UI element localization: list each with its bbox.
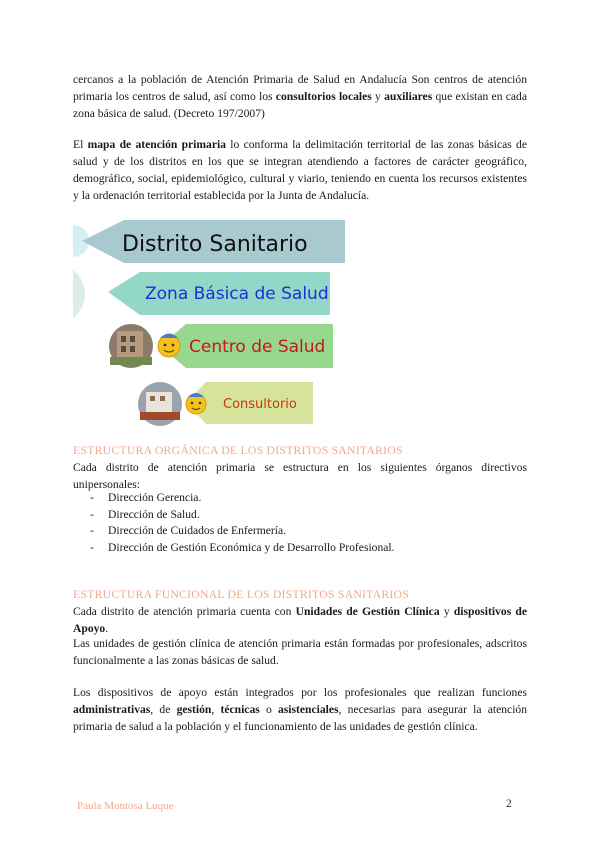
funcional-p3-sep: , bbox=[211, 703, 221, 716]
consultorio-building-photo bbox=[138, 382, 182, 426]
funcional-p3-sep: o bbox=[259, 703, 278, 716]
funcional-bold-apoyo: dispositivos de Apoyo bbox=[73, 605, 528, 635]
bold-tecnicas: técnicas bbox=[220, 703, 260, 716]
funcional-p3-text-post: , necesarias para asegurar la atención primaria de salud a la población y el funcionamiento de las unidades de gestión clínica. bbox=[73, 703, 528, 733]
bold-administrativas: administrativas bbox=[73, 703, 151, 716]
list-item: - Dirección de Cuidados de Enfermería. bbox=[90, 523, 395, 540]
tier-zona-label: Zona Básica de Salud bbox=[145, 284, 329, 304]
mapa-bold: mapa de atención primaria bbox=[87, 138, 227, 151]
funcional-p3-text: Los dispositivos de apoyo están integrados por los profesionales que realizan funciones bbox=[73, 686, 527, 699]
footer-author: Paula Montosa Luque bbox=[77, 800, 174, 812]
funcional-text: Cada distrito de atención primaria cuenta con bbox=[73, 605, 296, 618]
centro-building-photo bbox=[109, 324, 153, 368]
organica-intro: Cada distrito de atención primaria se estructura en los siguientes órganos directivos unipersonales: bbox=[73, 461, 527, 491]
funcional-paragraph-1 bbox=[73, 603, 527, 637]
intro-bold-consultorios: consultorios locales bbox=[275, 90, 372, 103]
nurse-smiley-icon bbox=[186, 393, 206, 414]
mapa-text-post: lo conforma la delimitación territorial de las zonas básicas de salud y de los distritos en los que se integran atendiendo a factores de carácter geográfico, demográfico, social, epidemiológico, cultural y viario, teniendo en cuenta los recursos existentes y la ordenación territorial establecida por la Junta de Andalucía. bbox=[73, 138, 527, 202]
intro-text-post: que existan en cada zona básica de salud. (Decreto 197/2007) bbox=[73, 90, 527, 120]
funcional-p3-sep: , de bbox=[150, 703, 177, 716]
funcional-text-post: . bbox=[105, 622, 109, 635]
funcional-paragraph-3 bbox=[73, 684, 527, 735]
organica-list bbox=[90, 490, 395, 556]
organica-heading: ESTRUCTURA ORGÁNICA DE LOS DISTRITOS SANITARIOS bbox=[73, 443, 403, 457]
tier-consultorio-label: Consultorio bbox=[223, 397, 297, 412]
intro-text-mid: y bbox=[371, 90, 385, 103]
intro-text: cercanos a la población de Atención Primaria de Salud en Andalucía Son centros de atención primaria los centros de salud, así como los bbox=[73, 73, 527, 103]
tier-centro-label: Centro de Salud bbox=[189, 337, 326, 357]
list-item: - Dirección de Salud. bbox=[90, 507, 395, 524]
decor-circle-2 bbox=[73, 270, 85, 318]
tier-distrito-label: Distrito Sanitario bbox=[122, 232, 308, 257]
bold-asistenciales: asistenciales bbox=[278, 703, 339, 716]
nurse-smiley-icon bbox=[158, 334, 180, 358]
intro-bold-auxiliares: auxiliares bbox=[384, 90, 433, 103]
funcional-text-mid: y bbox=[439, 605, 454, 618]
funcional-heading: ESTRUCTURA FUNCIONAL DE LOS DISTRITOS SANITARIOS bbox=[73, 587, 410, 601]
page-number: 2 bbox=[506, 798, 512, 810]
list-item: - Dirección Gerencia. bbox=[90, 490, 395, 507]
list-item: - Dirección de Gestión Económica y de Desarrollo Profesional. bbox=[90, 540, 395, 557]
funcional-bold-ugc: Unidades de Gestión Clínica bbox=[295, 605, 440, 618]
mapa-text: El bbox=[73, 138, 88, 151]
funcional-paragraph-2: Las unidades de gestión clínica de atención primaria están formadas por profesionales, adscritos funcionalmente a las zonas básicas de salud. bbox=[73, 637, 527, 667]
bold-gestion: gestión bbox=[176, 703, 212, 716]
